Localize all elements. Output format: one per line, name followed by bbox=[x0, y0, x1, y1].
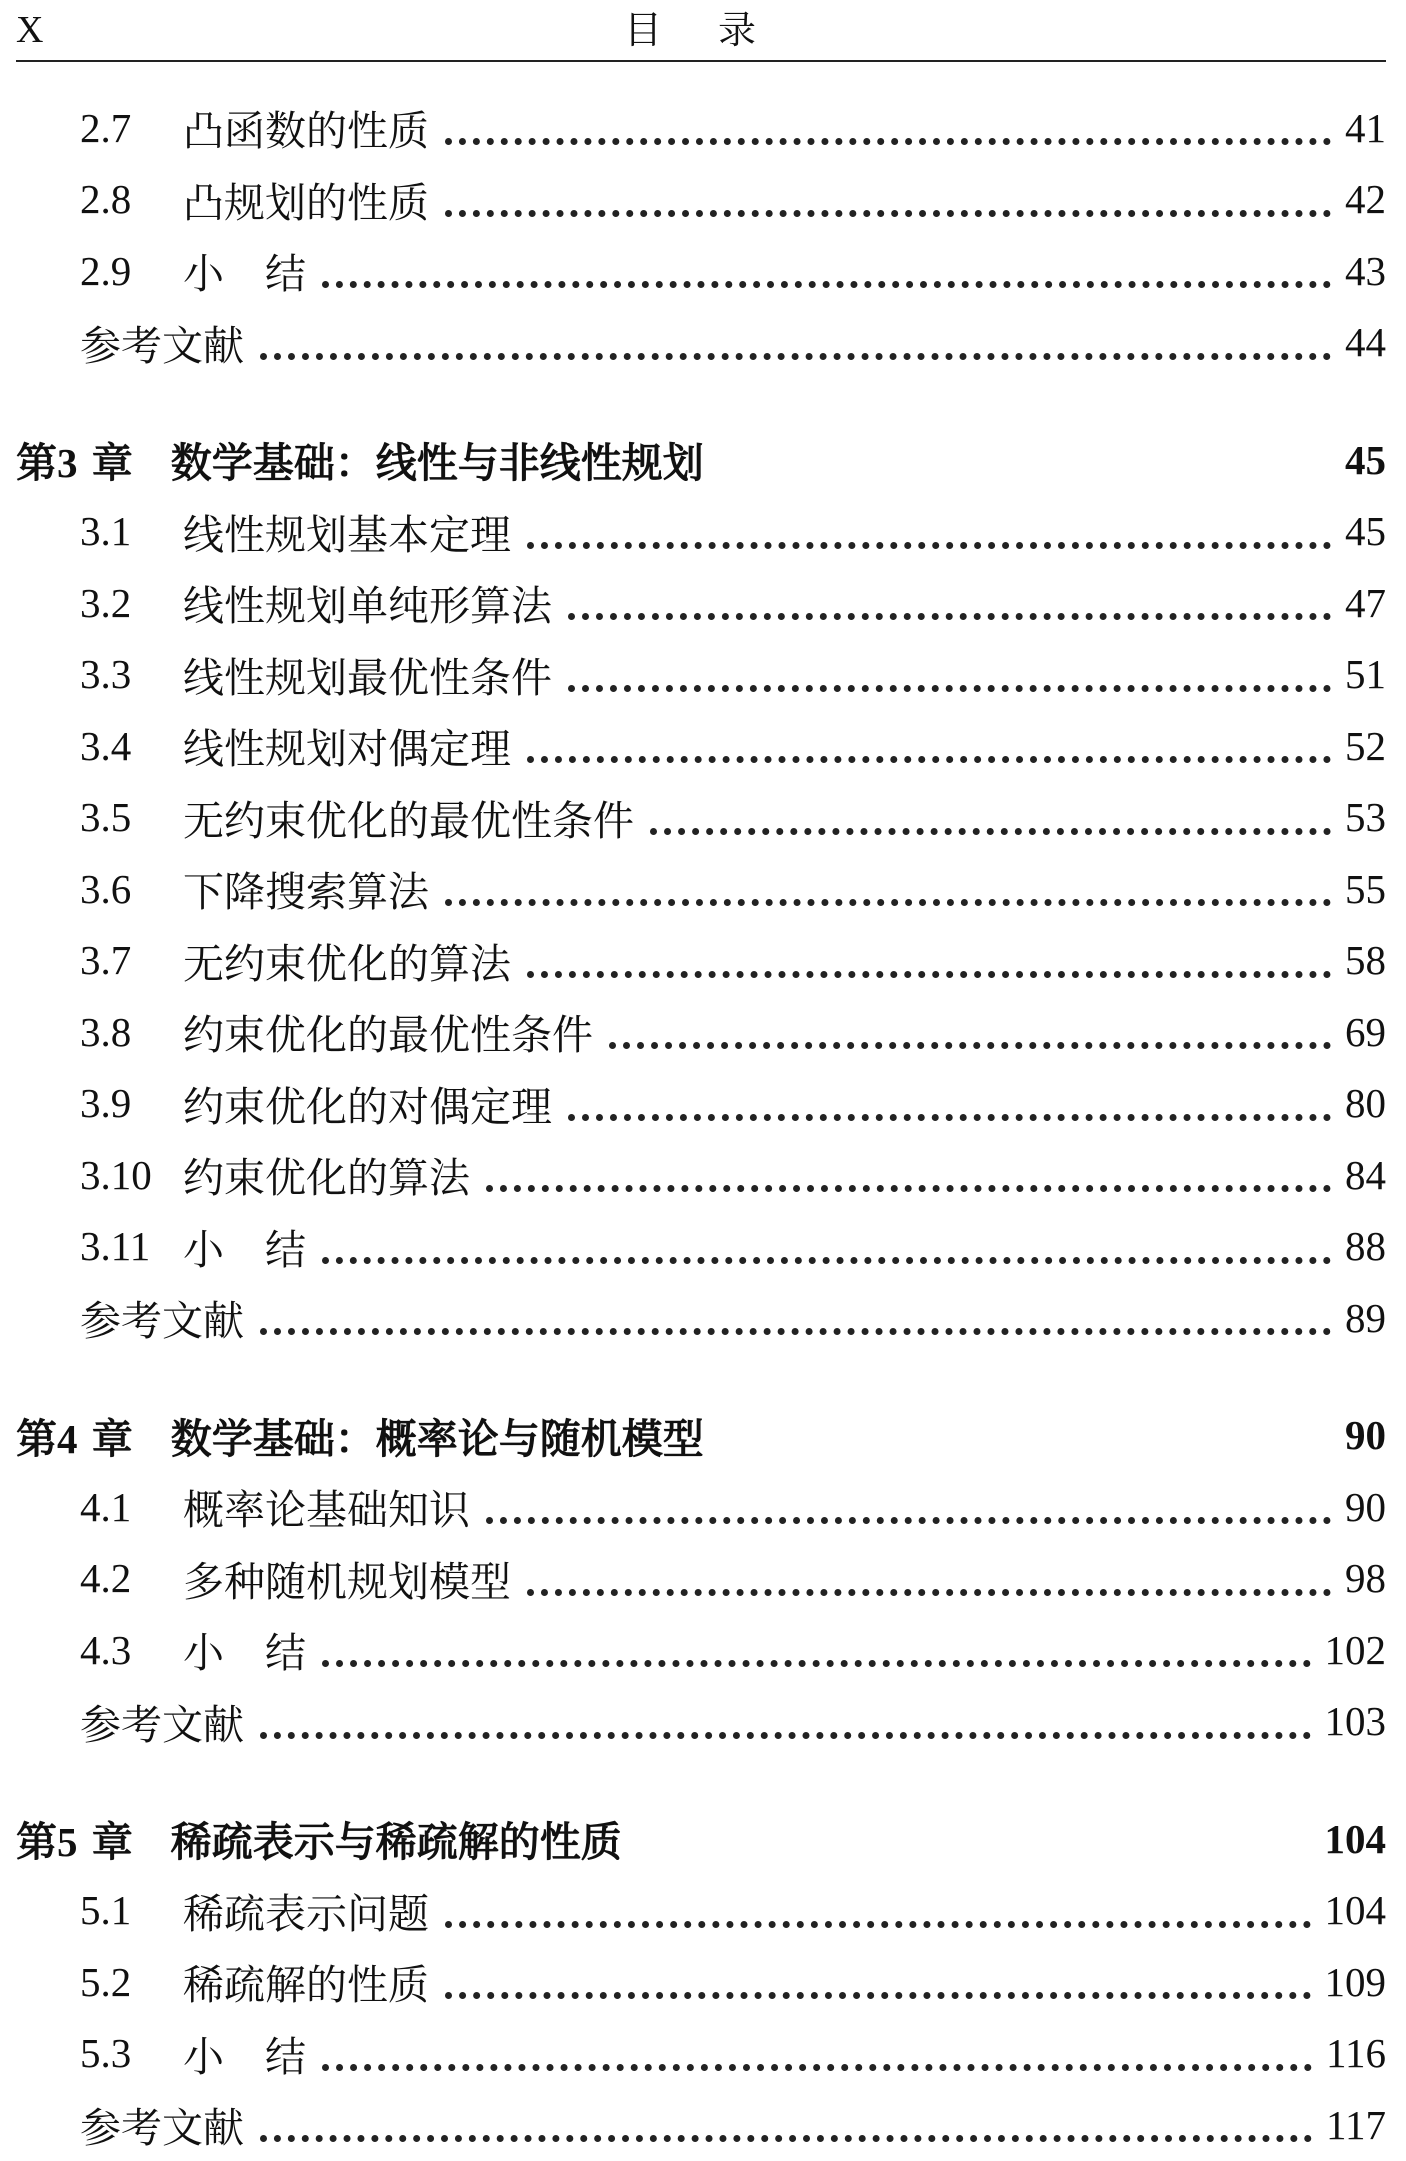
section-number: 5.1 bbox=[80, 1887, 132, 1934]
page-ref: 88 bbox=[1345, 1223, 1386, 1270]
chapter-title: 数学基础：概率论与随机模型 bbox=[170, 1414, 704, 1463]
dot-leader bbox=[568, 685, 1331, 692]
table-of-contents bbox=[16, 92, 1386, 2161]
section-title: 无约束优化的最优性条件 bbox=[183, 796, 634, 845]
section-title: 线性规划对偶定理 bbox=[183, 725, 511, 774]
page-header bbox=[16, 0, 1386, 62]
toc-entry-4-1[interactable] bbox=[16, 1471, 1386, 1543]
section-title: 小 结 bbox=[183, 250, 306, 299]
section-number: 3.2 bbox=[80, 579, 132, 626]
page-ref: 117 bbox=[1326, 2101, 1386, 2148]
chapter-number: 第3 章 bbox=[16, 439, 133, 488]
page-ref: 45 bbox=[1345, 508, 1386, 555]
section-title: 参考文献 bbox=[80, 321, 244, 370]
toc-entry-4-2[interactable] bbox=[16, 1543, 1386, 1615]
section-title: 小 结 bbox=[183, 2032, 306, 2081]
section-title: 参考文献 bbox=[80, 1297, 244, 1346]
section-number: 3.5 bbox=[80, 794, 132, 841]
page-ref: 55 bbox=[1345, 865, 1386, 912]
toc-entry-3-6[interactable] bbox=[16, 853, 1386, 925]
section-number: 3.10 bbox=[80, 1151, 152, 1198]
toc-entry-ch2-references[interactable] bbox=[16, 307, 1386, 379]
toc-chapter-3[interactable] bbox=[16, 424, 1386, 496]
section-title: 约束优化的对偶定理 bbox=[183, 1082, 552, 1131]
chapter-number: 第4 章 bbox=[16, 1414, 133, 1463]
page-ref: 58 bbox=[1345, 937, 1386, 984]
page-ref: 104 bbox=[1324, 1815, 1386, 1862]
page-ref: 89 bbox=[1345, 1294, 1386, 1341]
dot-leader bbox=[568, 613, 1331, 620]
section-number: 4.2 bbox=[80, 1555, 132, 1602]
dot-leader bbox=[527, 542, 1331, 549]
dot-leader bbox=[260, 353, 1331, 360]
dot-leader bbox=[260, 1732, 1311, 1739]
running-title: 目 录 bbox=[623, 8, 779, 52]
dot-leader bbox=[568, 1114, 1331, 1121]
section-title: 稀疏表示问题 bbox=[183, 1889, 429, 1938]
toc-entry-3-2[interactable] bbox=[16, 567, 1386, 639]
toc-entry-5-2[interactable] bbox=[16, 1946, 1386, 2018]
chapter-title: 数学基础：线性与非线性规划 bbox=[170, 439, 704, 488]
dot-leader bbox=[322, 1660, 1311, 1667]
toc-entry-4-3[interactable] bbox=[16, 1614, 1386, 1686]
toc-entry-3-7[interactable] bbox=[16, 925, 1386, 997]
toc-entry-5-1[interactable] bbox=[16, 1875, 1386, 1947]
toc-entry-ch5-references[interactable] bbox=[16, 2089, 1386, 2161]
section-title: 小 结 bbox=[183, 1225, 306, 1274]
toc-entry-ch4-references[interactable] bbox=[16, 1686, 1386, 1758]
section-title: 参考文献 bbox=[80, 2104, 244, 2153]
toc-entry-3-1[interactable] bbox=[16, 496, 1386, 568]
chapter-title: 稀疏表示与稀疏解的性质 bbox=[170, 1818, 622, 1867]
dot-leader bbox=[527, 971, 1331, 978]
section-number: 3.6 bbox=[80, 865, 132, 912]
chapter-number: 第5 章 bbox=[16, 1818, 133, 1867]
dot-leader bbox=[527, 756, 1331, 763]
page-ref: 47 bbox=[1345, 579, 1386, 626]
page-ref: 45 bbox=[1345, 436, 1386, 483]
toc-entry-ch3-references[interactable] bbox=[16, 1282, 1386, 1354]
section-title: 无约束优化的算法 bbox=[183, 939, 511, 988]
section-number: 2.8 bbox=[80, 176, 132, 223]
page-ref: 80 bbox=[1345, 1080, 1386, 1127]
page-ref: 52 bbox=[1345, 722, 1386, 769]
section-number: 4.3 bbox=[80, 1626, 132, 1673]
page-ref: 51 bbox=[1345, 651, 1386, 698]
dot-leader bbox=[322, 281, 1331, 288]
section-number: 3.11 bbox=[80, 1223, 151, 1270]
section-title: 凸函数的性质 bbox=[183, 107, 429, 156]
page-ref: 103 bbox=[1324, 1698, 1386, 1745]
section-title: 小 结 bbox=[183, 1629, 306, 1678]
page-ref: 84 bbox=[1345, 1151, 1386, 1198]
section-title: 线性规划单纯形算法 bbox=[183, 582, 552, 631]
dot-leader bbox=[527, 1589, 1331, 1596]
section-number: 3.3 bbox=[80, 651, 132, 698]
dot-leader bbox=[322, 1257, 1331, 1264]
section-number: 3.7 bbox=[80, 937, 132, 984]
section-number: 5.2 bbox=[80, 1958, 132, 2005]
section-title: 线性规划最优性条件 bbox=[183, 653, 552, 702]
toc-chapter-4[interactable] bbox=[16, 1400, 1386, 1472]
section-title: 下降搜索算法 bbox=[183, 868, 429, 917]
dot-leader bbox=[486, 1517, 1331, 1524]
section-title: 概率论基础知识 bbox=[183, 1486, 470, 1535]
page-ref: 102 bbox=[1324, 1626, 1386, 1673]
dot-leader bbox=[445, 138, 1331, 145]
toc-entry-3-10[interactable] bbox=[16, 1139, 1386, 1211]
toc-entry-2-8[interactable] bbox=[16, 164, 1386, 236]
section-title: 多种随机规划模型 bbox=[183, 1557, 511, 1606]
toc-entry-3-3[interactable] bbox=[16, 639, 1386, 711]
page-ref: 42 bbox=[1345, 176, 1386, 223]
section-title: 线性规划基本定理 bbox=[183, 510, 511, 559]
section-title: 凸规划的性质 bbox=[183, 178, 429, 227]
page-ref: 104 bbox=[1324, 1887, 1386, 1934]
page-ref: 116 bbox=[1326, 2030, 1386, 2077]
toc-entry-3-4[interactable] bbox=[16, 710, 1386, 782]
section-title: 稀疏解的性质 bbox=[183, 1961, 429, 2010]
toc-entry-3-9[interactable] bbox=[16, 1068, 1386, 1140]
toc-entry-5-3[interactable] bbox=[16, 2018, 1386, 2090]
page-ref: 90 bbox=[1345, 1412, 1386, 1459]
toc-entry-3-11[interactable] bbox=[16, 1211, 1386, 1283]
section-number: 4.1 bbox=[80, 1483, 132, 1530]
section-title: 约束优化的算法 bbox=[183, 1154, 470, 1203]
section-number: 3.4 bbox=[80, 722, 132, 769]
section-title: 参考文献 bbox=[80, 1700, 244, 1749]
section-title: 约束优化的最优性条件 bbox=[183, 1011, 593, 1060]
page-ref: 53 bbox=[1345, 794, 1386, 841]
page-number: X bbox=[16, 9, 44, 51]
section-number: 3.9 bbox=[80, 1080, 132, 1127]
page-ref: 98 bbox=[1345, 1555, 1386, 1602]
dot-leader bbox=[650, 828, 1331, 835]
toc-entry-3-5[interactable] bbox=[16, 782, 1386, 854]
section-number: 5.3 bbox=[80, 2030, 132, 2077]
page-ref: 41 bbox=[1345, 104, 1386, 151]
section-number: 3.8 bbox=[80, 1008, 132, 1055]
page-ref: 44 bbox=[1345, 319, 1386, 366]
toc-chapter-5[interactable] bbox=[16, 1803, 1386, 1875]
section-number: 2.9 bbox=[80, 247, 132, 294]
section-number: 3.1 bbox=[80, 508, 132, 555]
page-ref: 43 bbox=[1345, 247, 1386, 294]
dot-leader bbox=[609, 1042, 1331, 1049]
dot-leader bbox=[445, 899, 1331, 906]
toc-entry-3-8[interactable] bbox=[16, 996, 1386, 1068]
section-number: 2.7 bbox=[80, 104, 132, 151]
dot-leader bbox=[486, 1185, 1331, 1192]
dot-leader bbox=[322, 2064, 1312, 2071]
page-ref: 69 bbox=[1345, 1008, 1386, 1055]
dot-leader bbox=[260, 1328, 1331, 1335]
dot-leader bbox=[260, 2135, 1312, 2142]
page-ref: 109 bbox=[1324, 1958, 1386, 2005]
dot-leader bbox=[445, 1921, 1311, 1928]
toc-entry-2-9[interactable] bbox=[16, 235, 1386, 307]
dot-leader bbox=[445, 210, 1331, 217]
dot-leader bbox=[445, 1992, 1311, 1999]
toc-entry-2-7[interactable] bbox=[16, 92, 1386, 164]
page-ref: 90 bbox=[1345, 1483, 1386, 1530]
